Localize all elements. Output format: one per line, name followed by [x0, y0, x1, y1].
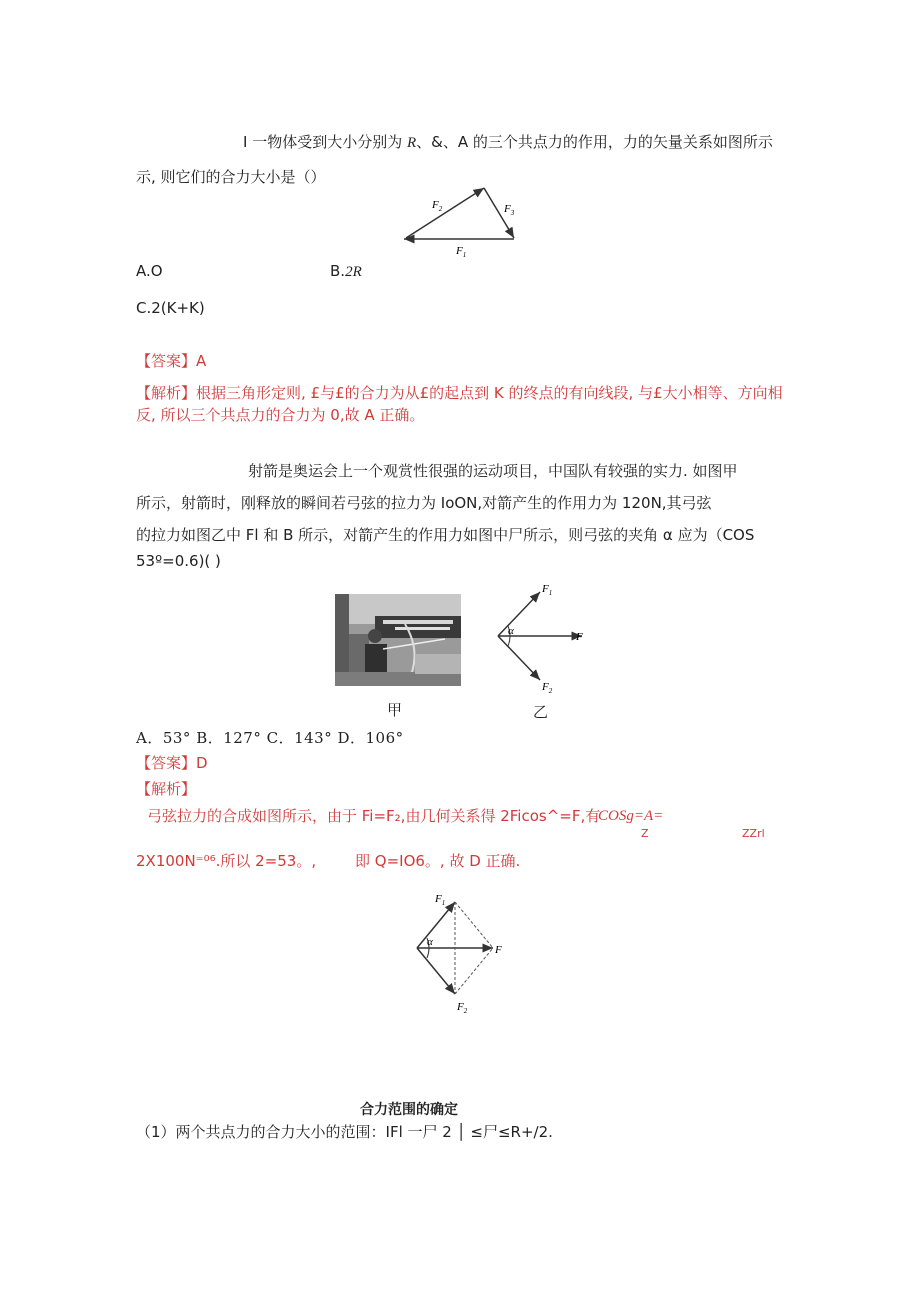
q1-stem-line1	[243, 132, 773, 153]
q1-answer: 【答案】A	[136, 352, 207, 370]
q2-p-f1-vector	[417, 902, 455, 948]
q1-label-f1: $F_1$	[456, 245, 467, 259]
q2-caption-right: 乙	[533, 703, 549, 721]
q2-analysis-line2a: 2X100N⁼⁰⁶.所以 2=53。,	[136, 852, 317, 870]
q2-caption-left: 甲	[387, 701, 403, 719]
q2-label-f: F	[576, 631, 583, 643]
q1-option-b[interactable]	[330, 261, 362, 282]
q1-sep1: 、	[416, 133, 432, 151]
q1-option-b-prefix: B.	[330, 262, 346, 280]
q1-f2-vector	[406, 188, 484, 238]
q1-stem-line1-a: I 一物体受到大小分别为	[243, 133, 403, 151]
q2-force-diagram	[490, 578, 590, 696]
q2-f2-vector	[498, 636, 540, 680]
archery-photo	[335, 594, 461, 686]
q2-p-f2-vector	[417, 948, 455, 994]
q2-label-f2: $F_2$	[542, 681, 553, 695]
q1-var-r: R	[406, 135, 417, 151]
q2-stem-line4: 53º=0.6)( )	[136, 552, 221, 570]
q1-option-c[interactable]: C.2(K+K)	[136, 299, 205, 317]
q1-label-f3: $F_3$	[504, 203, 515, 217]
q2-p-label-f2: $F_2$	[457, 1001, 468, 1015]
q2-stem-line1: 射箭是奥运会上一个观赏性很强的运动项目，中国队有较强的实力. 如图甲	[248, 462, 738, 480]
q2-p-label-f1: $F_1$	[435, 893, 446, 907]
q2-analysis-expr: COSg=A=	[598, 808, 664, 824]
archery-photo-graphic	[335, 594, 461, 686]
q1-option-a[interactable]: A.O	[136, 262, 163, 280]
q1-stem-line1-end: 示	[757, 133, 773, 151]
q2-analysis-line1: 弓弦拉力的合成如图所示，由于 Fi=F₂,由几何关系得 2Ficos^=F,有	[147, 807, 601, 825]
q1-vector-triangle-figure	[396, 182, 526, 262]
q1-var-amp: &	[431, 133, 443, 151]
q2-p-dashed-top	[455, 902, 493, 948]
q2-analysis-line2b: 即 Q=IO6。, 故 D 正确.	[355, 852, 521, 870]
section-title: 合力范围的确定	[360, 1102, 458, 1118]
section-item1: （1）两个共点力的合力大小的范围：IFl 一尸 2 │ ≤尸≤R+∕2.	[136, 1123, 553, 1141]
q2-frac-z1: Z	[641, 827, 649, 840]
q1-stem-line2: 示, 则它们的合力大小是（）	[136, 168, 326, 186]
q2-label-alpha: α	[508, 625, 514, 637]
q2-f1-vector	[498, 592, 540, 636]
q1-analysis-line2: 反, 所以三个共点力的合力为 0,故 A 正确。	[136, 406, 425, 424]
q2-p-label-alpha: α	[427, 936, 433, 948]
q2-frac-z2: ZZrl	[742, 827, 765, 840]
q1-stem-line1-b: 、A 的三个共点力的作用，力的矢量关系如图所	[442, 133, 758, 151]
q2-analysis-title: 【解析】	[136, 780, 197, 798]
q2-stem-line3: 的拉力如图乙中 Fl 和 B 所示，对箭产生的作用力如图中尸所示，则弓弦的夹角 α 应为（COS	[136, 526, 755, 544]
q2-options[interactable]: A．53° B．127° C．143° D．106°	[136, 729, 404, 747]
q1-analysis-line1: 【解析】根据三角形定则, £与£的合力为从£的起点到 K 的终点的有向线段, 与£大小相等、方向相	[136, 384, 783, 402]
q2-parallelogram-diagram	[405, 888, 520, 1016]
q2-stem-line2: 所示，射箭时，刚释放的瞬间若弓弦的拉力为 IoON,对箭产生的作用力为 120N,其弓弦	[136, 494, 712, 512]
q2-p-label-f: F	[495, 944, 502, 956]
q2-answer: 【答案】D	[136, 754, 208, 772]
q2-label-f1: $F_1$	[542, 583, 553, 597]
q1-label-f2: $F_2$	[432, 199, 443, 213]
q1-option-b-expr: 2R	[345, 264, 362, 280]
q2-p-dashed-bottom	[455, 948, 493, 994]
